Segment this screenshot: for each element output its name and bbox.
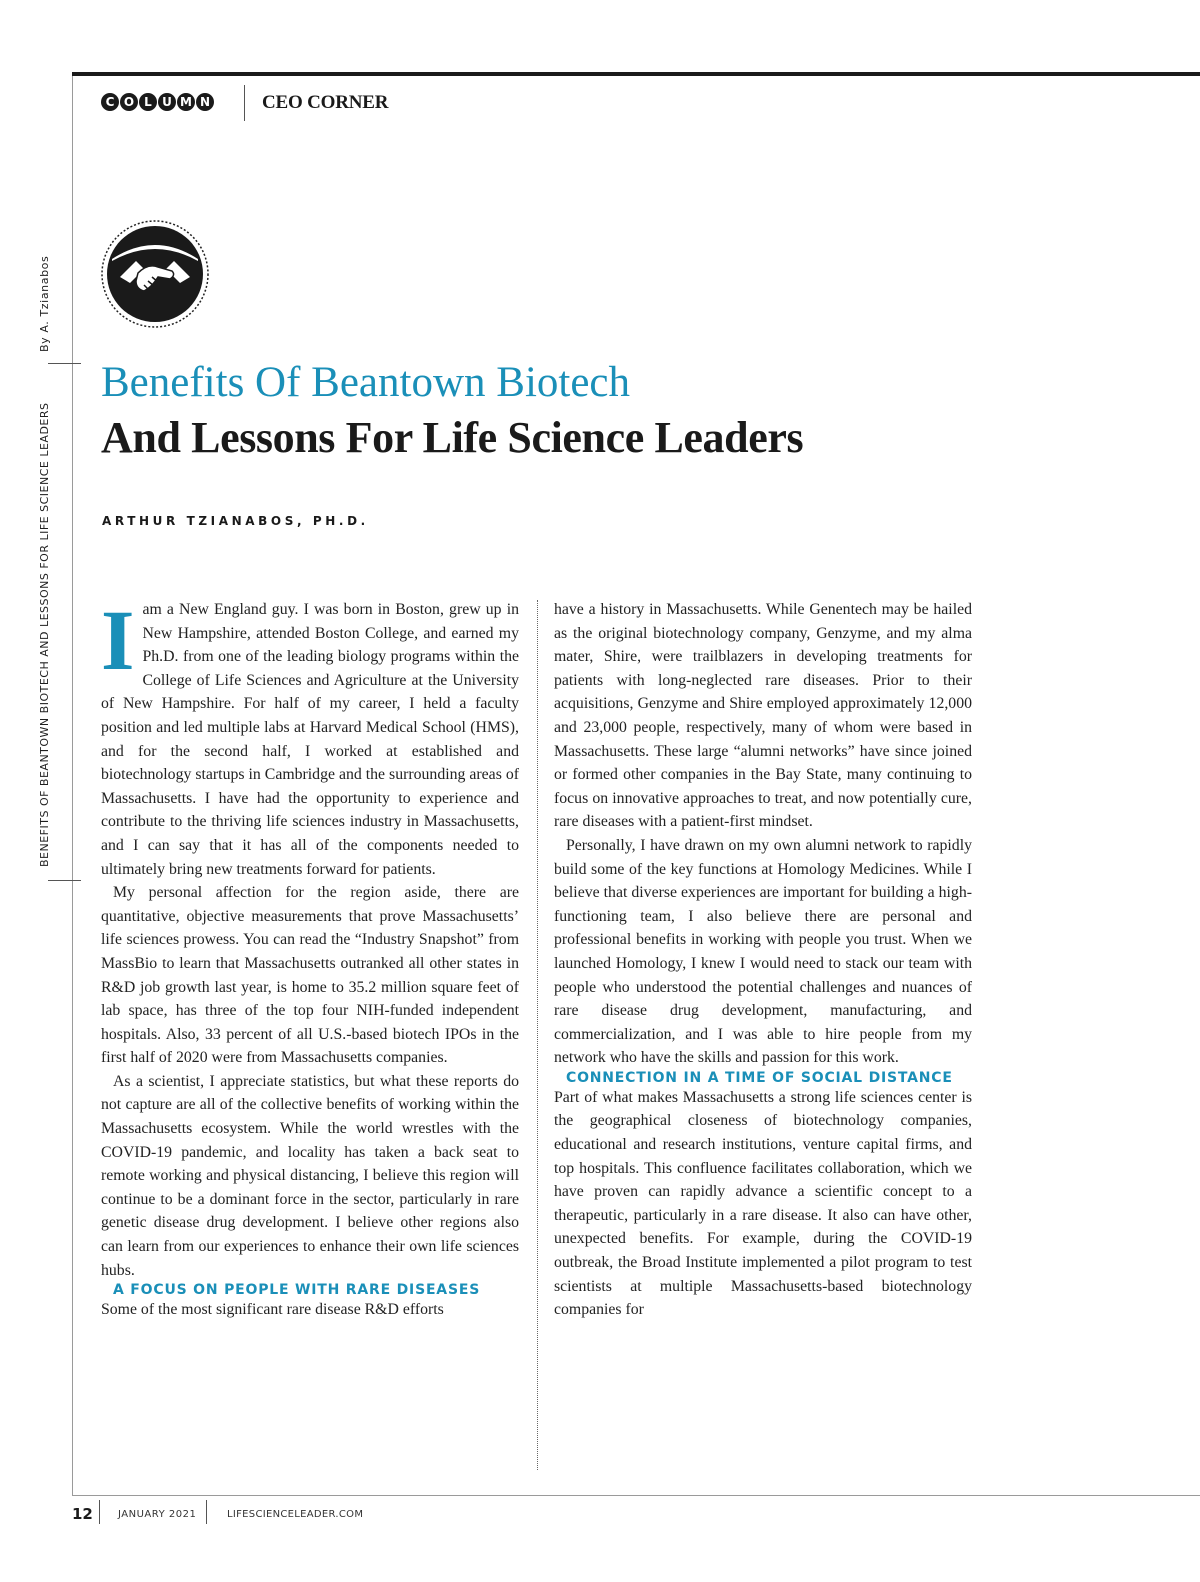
handshake-icon <box>100 219 210 329</box>
body-column-1 <box>101 592 519 1322</box>
left-rule <box>72 76 73 1496</box>
top-rule <box>72 72 1200 76</box>
side-divider <box>48 880 81 881</box>
column-divider <box>537 600 538 1470</box>
paragraph: As a scientist, I appreciate statistics, but what these reports do not capture are all of the collective benefits of working within the Massachusetts ecosystem. While the world wrestles with the COVID-19 pandemic, and locality has taken a back seat to remote working and physical distancing, I believe this region will continue to be a dominant force in the sector, particularly in rare genetic disease drug development. I believe other regions also can learn from our experiences to enhance their own life sciences hubs. <box>101 1072 519 1279</box>
footer-divider <box>206 1500 207 1524</box>
page-number: 12 <box>72 1505 93 1523</box>
subheading: CONNECTION IN A TIME OF SOCIAL DISTANCE <box>566 1069 953 1086</box>
subheading: A FOCUS ON PEOPLE WITH RARE DISEASES <box>113 1282 481 1299</box>
side-divider <box>48 363 81 364</box>
side-byline: By A. Tzianabos <box>38 255 51 352</box>
issue-date: JANUARY 2021 <box>118 1509 197 1520</box>
badge-letter: O <box>120 93 138 111</box>
article-title-line-1: Benefits Of Beantown Biotech <box>101 359 631 406</box>
paragraph: Part of what makes Massachusetts a strong life sciences center is the geographical closeness of biotechnology companies, educational and research institutions, venture capital firms, and top hospitals. This confluence facilitates collaboration, which we have proven can rapidly advance a scientific concept to a therapeutic, particularly in a rare disease. It also can have other, unexpected benefits. For example, during the COVID-19 outbreak, the Broad Institute implemented a pilot program to test scientists at multiple Massachusetts-based biotechnology companies for <box>554 1088 972 1319</box>
badge-letter: N <box>196 93 214 111</box>
paragraph: My personal affection for the region aside, there are quantitative, objective measurements that prove Massachusetts’ life sciences prowess. You can read the “Industry Snapshot” from MassBio to learn that Massachusetts outranked all other states in R&D job growth last year, is home to 35.2 million square feet of lab space, has three of the top four NIH-funded independent hospitals. Also, 33 percent of all U.S.-based biotech IPOs in the first half of 2020 were from Massachusetts companies. <box>101 884 519 1067</box>
paragraph: Personally, I have drawn on my own alumni network to rapidly build some of the key functions at Homology Medicines. While I believe that diverse experiences are important for building a high-functioning team, I also believe there are personal and professional benefits in working with people you trust. When we launched Homology, I knew I would need to stack our team with people who understood the potential challenges and nuances of rare disease drug development, manufacturing, and commercialization, and I was able to hire people from my network who have the skills and passion for this work. <box>554 836 972 1067</box>
paragraph-text: am a New England guy. I was born in Boston, grew up in New Hampshire, attended Boston College, and earned my Ph.D. from one of the leading biology programs within the College of Life Sciences and Agriculture at the University of New Hampshire. For half of my career, I held a faculty position and led multiple labs at Harvard Medical School (HMS), and for the second half, I worked at established and biotechnology startups in Cambridge and the surrounding areas of Massachusetts. I have had the opportunity to experience and contribute to the thriving life sciences industry in Massachusetts, and I can say that it has all of the components needed to ultimately bring new treatments forward for patients. <box>101 601 519 878</box>
header-divider <box>244 85 245 121</box>
website-link[interactable]: LIFESCIENCELEADER.COM <box>227 1509 364 1520</box>
paragraph <box>101 592 519 881</box>
section-label: CEO CORNER <box>262 92 389 113</box>
drop-cap: I <box>101 592 135 688</box>
paragraph: Some of the most significant rare disease R&D efforts <box>101 1301 444 1319</box>
bottom-rule <box>72 1495 1200 1496</box>
side-rail <box>10 0 70 1582</box>
author-byline: ARTHUR TZIANABOS, PH.D. <box>102 514 369 528</box>
badge-letter: M <box>177 93 195 111</box>
column-badge <box>101 93 214 111</box>
side-running-title: BENEFITS OF BEANTOWN BIOTECH AND LESSONS FOR LIFE SCIENCE LEADERS <box>38 402 51 867</box>
badge-letter: U <box>158 93 176 111</box>
badge-letter: C <box>101 93 119 111</box>
footer-divider <box>99 1500 100 1524</box>
badge-letter: L <box>139 93 157 111</box>
body-column-2 <box>554 598 972 1322</box>
paragraph: have a history in Massachusetts. While Genentech may be hailed as the original biotechnology company, Genzyme, and my alma mater, Shire, were trailblazers in developing treatments for patients with long-neglected rare diseases. Prior to their acquisitions, Genzyme and Shire employed approximately 12,000 and 23,000 people, respectively, many of whom were based in Massachusetts. These large “alumni networks” have since joined or formed other companies in the Bay State, many continuing to focus on innovative approaches to treat, and now potentially cure, rare diseases with a patient-first mindset. <box>554 601 972 831</box>
article-title-line-2: And Lessons For Life Science Leaders <box>101 413 804 462</box>
